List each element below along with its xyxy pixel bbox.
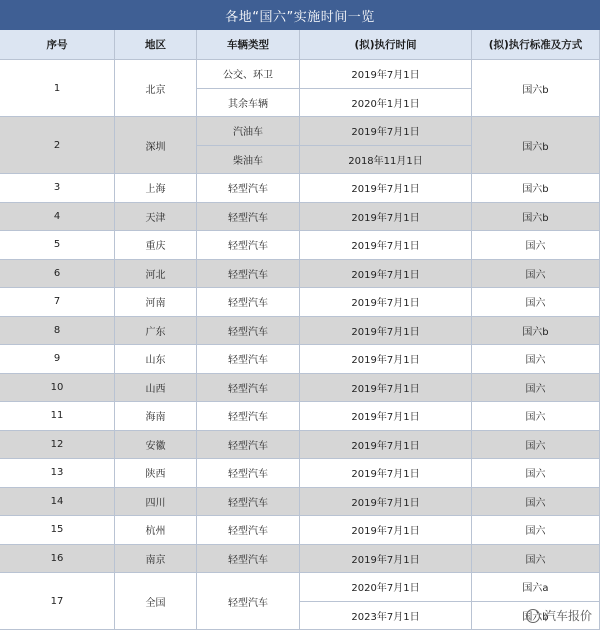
standard-cell: 国六	[472, 516, 600, 545]
vehicle-type-cell: 轻型汽车	[197, 317, 300, 346]
region-cell: 天津	[115, 203, 197, 232]
column-header: 车辆类型	[197, 30, 300, 60]
row-number: 9	[0, 345, 115, 374]
vehicle-type-cell: 轻型汽车	[197, 488, 300, 517]
date-cell: 2020年1月1日	[300, 89, 472, 118]
region-cell: 上海	[115, 174, 197, 203]
region-cell: 重庆	[115, 231, 197, 260]
date-cell: 2019年7月1日	[300, 345, 472, 374]
date-cell: 2019年7月1日	[300, 374, 472, 403]
vehicle-type-cell: 轻型汽车	[197, 174, 300, 203]
vehicle-type-cell: 其余车辆	[197, 89, 300, 118]
standard-cell: 国六b	[472, 602, 600, 630]
vehicle-type-cell: 轻型汽车	[197, 402, 300, 431]
row-number: 10	[0, 374, 115, 403]
row-number: 7	[0, 288, 115, 317]
date-cell: 2019年7月1日	[300, 288, 472, 317]
date-cell: 2018年11月1日	[300, 146, 472, 175]
row-number: 6	[0, 260, 115, 289]
row-number: 1	[0, 60, 115, 117]
date-cell: 2019年7月1日	[300, 60, 472, 89]
standard-cell: 国六b	[472, 174, 600, 203]
vehicle-type-cell: 轻型汽车	[197, 573, 300, 630]
vehicle-type-cell: 柴油车	[197, 146, 300, 175]
row-number: 15	[0, 516, 115, 545]
standard-cell: 国六	[472, 374, 600, 403]
vehicle-type-cell: 轻型汽车	[197, 516, 300, 545]
row-number: 3	[0, 174, 115, 203]
region-cell: 陕西	[115, 459, 197, 488]
region-cell: 深圳	[115, 117, 197, 174]
date-cell: 2019年7月1日	[300, 402, 472, 431]
region-cell: 安徽	[115, 431, 197, 460]
vehicle-type-cell: 公交、环卫	[197, 60, 300, 89]
region-cell: 山西	[115, 374, 197, 403]
standard-cell: 国六b	[472, 317, 600, 346]
region-cell: 河北	[115, 260, 197, 289]
standard-cell: 国六	[472, 545, 600, 574]
vehicle-type-cell: 轻型汽车	[197, 288, 300, 317]
date-cell: 2019年7月1日	[300, 231, 472, 260]
standard-cell: 国六b	[472, 60, 600, 117]
standard-cell: 国六a	[472, 573, 600, 602]
date-cell: 2019年7月1日	[300, 117, 472, 146]
row-number: 12	[0, 431, 115, 460]
date-cell: 2019年7月1日	[300, 260, 472, 289]
standard-cell: 国六b	[472, 117, 600, 174]
row-number: 16	[0, 545, 115, 574]
row-number: 5	[0, 231, 115, 260]
vehicle-type-cell: 轻型汽车	[197, 459, 300, 488]
date-cell: 2020年7月1日	[300, 573, 472, 602]
standard-cell: 国六	[472, 402, 600, 431]
watermark	[526, 607, 592, 624]
row-number: 17	[0, 573, 115, 630]
vehicle-type-cell: 轻型汽车	[197, 260, 300, 289]
column-header: (拟)执行时间	[300, 30, 472, 60]
vehicle-type-cell: 轻型汽车	[197, 431, 300, 460]
row-number: 13	[0, 459, 115, 488]
region-cell: 海南	[115, 402, 197, 431]
date-cell: 2023年7月1日	[300, 602, 472, 630]
date-cell: 2019年7月1日	[300, 317, 472, 346]
region-cell: 南京	[115, 545, 197, 574]
standard-cell: 国六	[472, 260, 600, 289]
header-row	[0, 30, 600, 60]
region-cell: 广东	[115, 317, 197, 346]
standard-cell: 国六	[472, 345, 600, 374]
table-title: 各地“国六”实施时间一览	[0, 0, 600, 30]
row-number: 11	[0, 402, 115, 431]
vehicle-type-cell: 轻型汽车	[197, 231, 300, 260]
vehicle-type-cell: 轻型汽车	[197, 374, 300, 403]
vehicle-type-cell: 汽油车	[197, 117, 300, 146]
date-cell: 2019年7月1日	[300, 459, 472, 488]
date-cell: 2019年7月1日	[300, 174, 472, 203]
standard-cell: 国六	[472, 431, 600, 460]
row-number: 14	[0, 488, 115, 517]
region-cell: 北京	[115, 60, 197, 117]
row-number: 4	[0, 203, 115, 232]
standard-cell: 国六	[472, 488, 600, 517]
row-number: 8	[0, 317, 115, 346]
date-cell: 2019年7月1日	[300, 488, 472, 517]
date-cell: 2019年7月1日	[300, 431, 472, 460]
vehicle-type-cell: 轻型汽车	[197, 545, 300, 574]
watermark-text: 汽车报价	[543, 609, 592, 623]
region-cell: 山东	[115, 345, 197, 374]
region-cell: 全国	[115, 573, 197, 630]
date-cell: 2019年7月1日	[300, 516, 472, 545]
row-number: 2	[0, 117, 115, 174]
weibo-icon	[526, 609, 540, 623]
date-cell: 2019年7月1日	[300, 545, 472, 574]
date-cell: 2019年7月1日	[300, 203, 472, 232]
region-cell: 杭州	[115, 516, 197, 545]
standard-cell: 国六	[472, 459, 600, 488]
region-cell: 河南	[115, 288, 197, 317]
standard-cell: 国六	[472, 288, 600, 317]
column-header: 地区	[115, 30, 197, 60]
column-header: 序号	[0, 30, 115, 60]
vehicle-type-cell: 轻型汽车	[197, 203, 300, 232]
standard-cell: 国六	[472, 231, 600, 260]
column-header: (拟)执行标准及方式	[472, 30, 600, 60]
region-cell: 四川	[115, 488, 197, 517]
vehicle-type-cell: 轻型汽车	[197, 345, 300, 374]
standard-cell: 国六b	[472, 203, 600, 232]
